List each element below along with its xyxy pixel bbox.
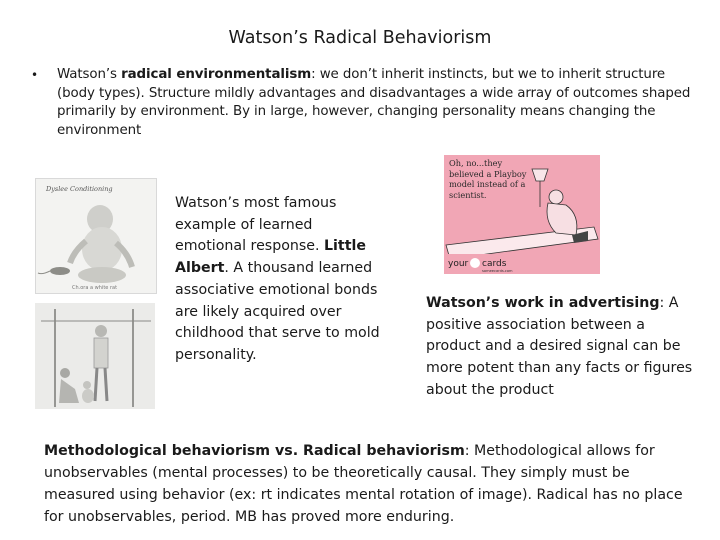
advertising-text [426,293,696,402]
little-albert-text [175,193,380,367]
ecard-text: Oh, no...they believed a Playboy model instead of a scientist. [449,158,527,200]
intro-term: radical environmentalism [121,67,312,82]
method-body: : Methodological allows for unobservables (mental processes) to be theoretically causal. They simply must be measured using behavior (ex: rt indicates mental rotation of image). Radical has no place for unobservables, period. MB has proved more enduring. [44,443,683,525]
photo-caption-bottom: Ch.ora a white rat [72,285,118,291]
photo-caption-top: Dyslee Conditioning [46,185,113,193]
method-term: Methodological behaviorism vs. Radical behaviorism [44,443,465,459]
albert-lead: Watson’s most famous example of learned emotional response. [175,195,337,255]
bullet-marker: • [31,68,39,82]
ads-body: : A positive association between a product and a desired signal can be more potent than any facts or figures about the product [426,295,693,398]
watson-lab-photo [35,303,155,409]
playboy-ecard [444,155,600,274]
intro-lead: Watson’s [57,67,122,82]
ecard-brand-left: your [448,259,469,269]
methodological-text [44,441,694,529]
slide-title: Watson’s Radical Behaviorism [228,28,492,48]
intro-body: : we don’t inherit instincts, but we to inherit structure (body types). Structure mildly advantages and disadvantages a wide array of outcomes shaped primarily by environment. By in large, however, changing personality means changing the environment [57,67,691,138]
intro-paragraph [57,66,697,140]
ads-term: Watson’s work in advertising [426,295,660,311]
ecard-logo-icon [470,258,480,268]
albert-term: Little Albert [175,238,366,277]
ecard-brand-right: cards [482,259,507,269]
ecard-brand-sub: someecards.com [482,269,513,273]
little-albert-photo [35,178,157,294]
albert-body: . A thousand learned associative emotional bonds are likely acquired over childhood that serve to mold personality. [175,260,380,363]
